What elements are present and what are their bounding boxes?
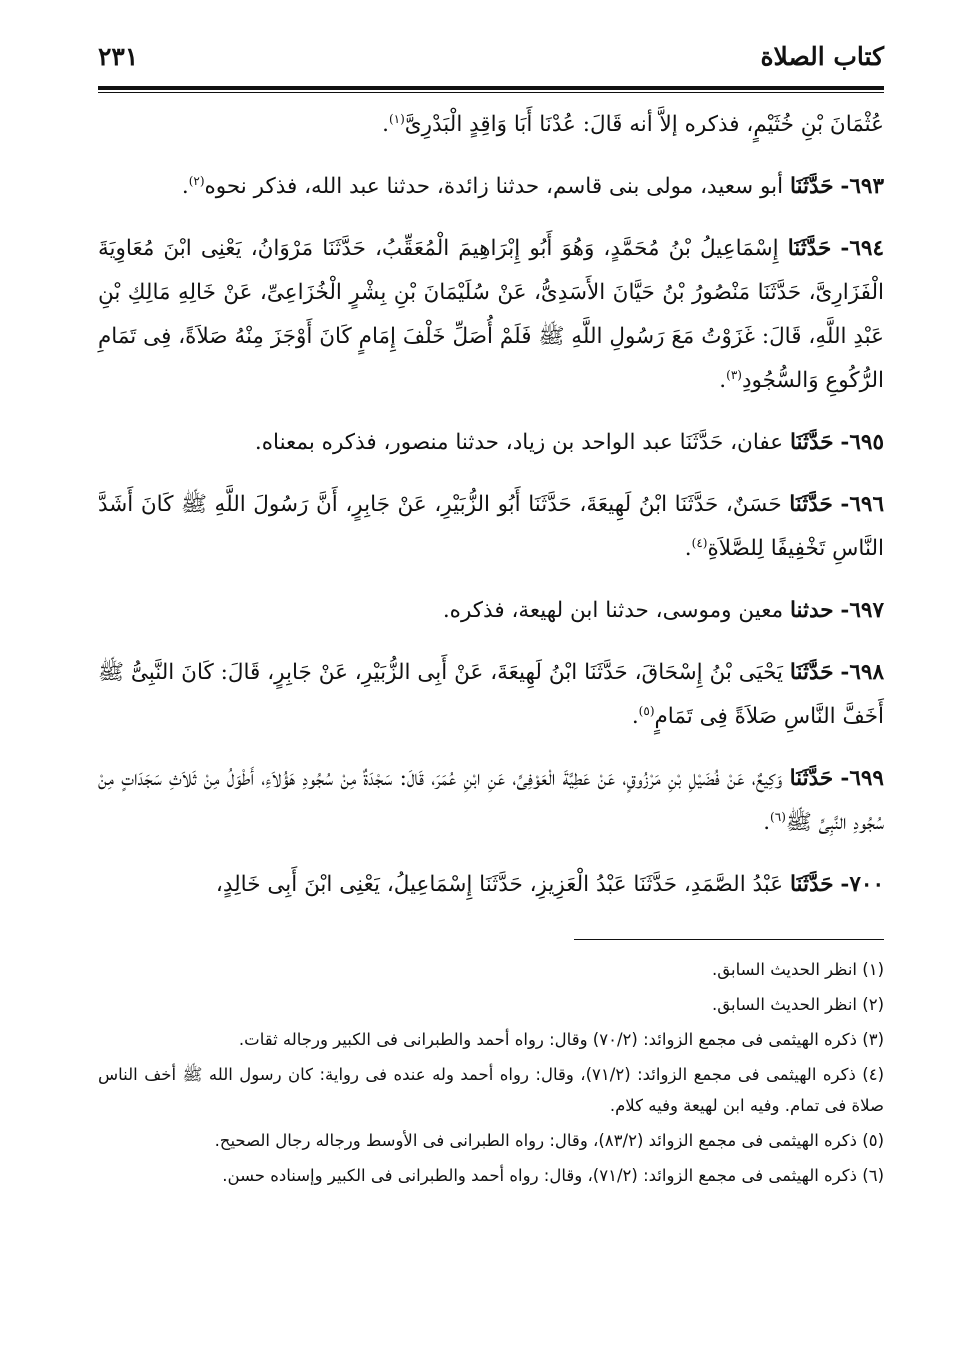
hadith-paragraph <box>98 227 884 403</box>
hadith-text: إِسْمَاعِيلُ بْنُ مُحَمَّدٍ، وَهُوَ أَبُو إِبْرَاهِيمَ الْمُعَقِّبُ، حَدَّثَنَا مَرْوَانُ، يَعْنِى ابْنَ مُعَاوِيَةَ الْفَزَارِىَّ، حَدَّثَنَا مَنْصُورُ بْنُ حَيَّانَ الأَسَدِىُّ، عَنْ سُلَيْمَانَ بْنِ بِشْرٍ الْخُزَاعِىِّ، عَنْ خَالِهِ مَالِكِ بْنِ عَبْدِ اللَّهِ، قَالَ: غَزَوْتُ مَعَ رَسُولِ اللَّهِ ﷺ فَلَمْ أُصَلِّ خَلْفَ إِمَامٍ كَانَ أَوْجَزَ مِنْهُ صَلاَةً، فِى تَمَامِ الرُّكُوعِ وَالسُّجُودِ <box>98 236 884 393</box>
hadith-tail: . <box>684 536 692 561</box>
footnote: (٤) ذكره الهيثمى فى مجمع الزوائد: (٧١/٢)، وقال: رواه أحمد وله عنده فى رواية: كان رسول الله ﷺ أخف الناس صلاة فى تمام. وفيه ابن لهيعة وفيه كلام. <box>98 1065 885 1115</box>
hadith-tail: . <box>631 704 639 729</box>
hadith-paragraph <box>98 421 884 465</box>
footnote-ref: (١) <box>388 111 405 126</box>
hadith-text: وَكِيعٌ، عَنْ فُضَيْلِ بْنِ مَرْزُوقٍ، عَنْ عَطِيَّةَ الْعَوْفِىِّ، عَنِ ابْنِ عُمَرَ، قَالَ: سَجْدَةٌ مِنْ سُجُودِ هَؤُلاَءِ، أَطْوَلُ مِنْ ثَلاَثِ سَجَدَاتٍ مِنْ سُجُودِ النَّبِىِّ ﷺ <box>98 766 884 835</box>
chapter-title: كتاب الصلاة <box>760 42 884 71</box>
hadith-number: ٦٩٤- <box>840 236 885 261</box>
hadith-number: ٦٩٣- <box>840 174 884 199</box>
footnote: (١) انظر الحديث السابق. <box>712 960 884 979</box>
hadith-tail: . <box>181 174 189 199</box>
hadith-text: أبو سعيد، مولى بنى قاسم، حدثنا زائدة، حدثنا عبد الله، فذكر نحوه <box>204 174 784 199</box>
footnote: (٣) ذكره الهيثمى فى مجمع الزوائد: (٧٠/٢) وقال: رواه أحمد والطبرانى فى الكبير ورجاله ثقات. <box>238 1030 884 1049</box>
hadith-paragraph <box>98 103 884 147</box>
hadith-lead: حَدَّثَنَا <box>789 872 834 897</box>
hadith-text: يَحْيَى بْنُ إِسْحَاقَ، حَدَّثَنَا ابْنُ لَهِيعَةَ، عَنْ أَبِى الزُّبَيْرِ، عَنْ جَابِرٍ، قَالَ: كَانَ النَّبِىُّ ﷺ أَخَفَّ النَّاسِ صَلاَةً فِى تَمَامٍ <box>98 660 884 729</box>
footnotes <box>98 954 884 1191</box>
footnote-ref: (٦) <box>770 809 786 824</box>
page-header <box>98 40 884 82</box>
hadith-paragraph <box>98 483 884 571</box>
hadith-paragraph <box>98 863 884 907</box>
footnote-ref: (٣) <box>726 367 742 382</box>
hadith-text: حَسَنٌ، حَدَّثَنَا ابْنُ لَهِيعَةَ، حَدَّثَنَا أَبُو الزُّبَيْرِ، عَنْ جَابِرٍ، أَنَّ رَسُولَ اللَّهِ ﷺ كَانَ أَشَدَّ النَّاسِ تَخْفِيفًا لِلصَّلاَةِ <box>98 492 884 561</box>
footnote: (٢) انظر الحديث السابق. <box>712 995 884 1014</box>
hadith-lead: حَدَّثَنَا <box>789 174 834 199</box>
hadith-text: عُثْمَانَ بْنِ خُثَيْمٍ، فذكره إلاَّ أنه قَالَ: عُدْنَا أَبَا وَاقِدٍ الْبَدْرِىَّ <box>404 112 884 137</box>
hadith-lead: حَدَّثَنَا <box>789 766 834 791</box>
header-rule-thin <box>98 92 884 93</box>
footnote: (٥) ذكره الهيثمى فى مجمع الزوائد (٨٣/٢)، وقال: رواه الطبرانى فى الأوسط ورجاله رجال الصحيح. <box>214 1131 884 1150</box>
header-rule-thick <box>98 86 884 90</box>
hadith-number: ٦٩٨- <box>840 660 884 685</box>
footnote-ref: (٢) <box>188 173 205 188</box>
hadith-text: عفان، حَدَّثَنَا عبد الواحد بن زياد، حدثنا منصور، فذكره بمعناه. <box>254 430 784 455</box>
hadith-tail: . <box>763 810 771 835</box>
hadith-lead: حَدَّثَنَا <box>789 660 834 685</box>
hadith-tail: . <box>719 368 727 393</box>
hadith-lead: حَدَّثَنَا <box>789 430 834 455</box>
hadith-number: ٦٩٧- <box>840 598 884 623</box>
hadith-lead: حَدَّثَنَا <box>787 236 832 261</box>
hadith-lead: حَدَّثَنَا <box>789 492 833 517</box>
hadith-paragraph <box>98 165 884 209</box>
hadith-number: ٧٠٠- <box>840 872 884 897</box>
hadith-number: ٦٩٩- <box>840 766 884 791</box>
page-number: ٢٣١ <box>98 42 139 71</box>
hadith-text: معين وموسى، حدثنا ابن لهيعة، فذكره. <box>442 598 784 623</box>
hadith-lead: حدثنا <box>789 598 834 623</box>
hadith-number: ٦٩٥- <box>840 430 884 455</box>
footnote-ref: (٤) <box>691 535 708 550</box>
footnote-separator <box>574 939 884 940</box>
hadith-body <box>98 103 884 907</box>
footnote: (٦) ذكره الهيثمى فى مجمع الزوائد: (٧١/٢)، وقال: رواه أحمد والطبرانى فى الكبير وإسناده حسن. <box>222 1166 884 1185</box>
hadith-paragraph <box>98 651 884 739</box>
hadith-text: عَبْدُ الصَّمَدِ، حَدَّثَنَا عَبْدُ الْعَزِيزِ، حَدَّثَنَا إِسْمَاعِيلُ، يَعْنِى ابْنَ أَبِى خَالِدٍ، <box>215 872 784 897</box>
hadith-paragraph <box>98 589 884 633</box>
book-page <box>98 40 884 1330</box>
hadith-paragraph <box>98 757 884 845</box>
hadith-tail: . <box>382 112 389 137</box>
footnote-ref: (٥) <box>638 703 655 718</box>
hadith-number: ٦٩٦- <box>840 492 885 517</box>
